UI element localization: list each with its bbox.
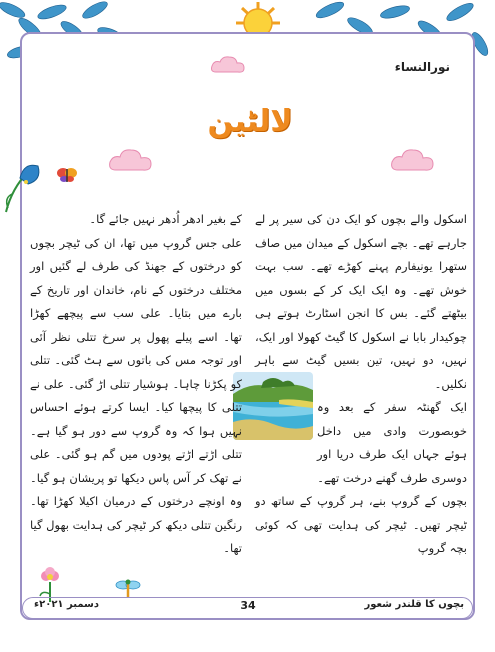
cloud-icon (390, 146, 436, 174)
article-title: لالٹین (207, 104, 293, 139)
author-name: نورالنساء (394, 60, 450, 74)
paragraph: بچوں کے گروپ بنے، ہر گروپ کے ساتھ دو ٹیچر تھیں۔ ٹیچر کی ہدایت تھی کہ کوئی بچہ گروپ (255, 494, 467, 555)
magazine-name: بچوں کا قلندر شعور (364, 599, 464, 610)
article-column-left (30, 208, 242, 561)
cloud-icon (108, 146, 154, 174)
issue-date: دسمبر ۲۰۲۱ء (34, 599, 100, 610)
page-number: 34 (240, 599, 256, 612)
butterfly-icon (56, 166, 78, 184)
lake-illustration (233, 372, 313, 440)
cloud-icon (210, 54, 246, 76)
paragraph: علی جس گروپ میں تھا، ان کی ٹیچر بچوں کو درختوں کے جھنڈ کی طرف لے گئیں اور مختلف درختوں کے نام، خاندان اور تاریخ کے بارے میں بتایا۔ علی سب سے پیچھے کھڑا تھا۔ اسے پیلے پھول پر سرخ تتلی نظر آئی اور توجہ مس کی باتوں سے ہٹ گئی۔ تتلی کو پکڑنا چاہا۔ ہوشیار تتلی اڑ گئی۔ علی نے تتلی کا پیچھا کیا۔ ایسا کرتے ہوئے احساس نہیں ہوا کہ وہ گروپ سے دور ہو گیا ہے۔ تتلی اڑتے اڑتے پودوں میں گم ہو گئی۔ علی نے تھک کر آس پاس دیکھا تو پریشان ہو گیا۔ وہ اونچے درختوں کے درمیان اکیلا کھڑا تھا۔ رنگین تتلی دیکھ کر ٹیچر کی ہدایت بھول گیا تھا۔ (30, 235, 242, 555)
paragraph: کے بغیر ادھر اُدھر نہیں جائے گا۔ (89, 212, 242, 226)
dragonfly-icon (115, 578, 141, 598)
paragraph: ایک گھنٹہ سفر کے بعد وہ خوبصورت وادی میں داخل ہوئے جہاں ایک طرف دریا اور دوسری طرف گھنے درخت تھے۔ (317, 400, 467, 485)
flower-icon (2, 158, 46, 214)
paragraph: اسکول والے بچوں کو ایک دن کی سیر پر لے جارہے تھے۔ بچے اسکول کے میدان میں صاف ستھرا یونیفارم پہنے کھڑے تھے۔ سب بہت خوش تھے۔ وہ ایک ایک کر کے بسوں میں بیٹھتے گئے۔ بس کا انجن اسٹارٹ ہوتے ہی چوکیدار بابا نے اسکول کا گیٹ کھولا اور ایک، نہیں، دو نہیں، تین بسیں گیٹ سے باہر نکلیں۔ (255, 212, 467, 391)
